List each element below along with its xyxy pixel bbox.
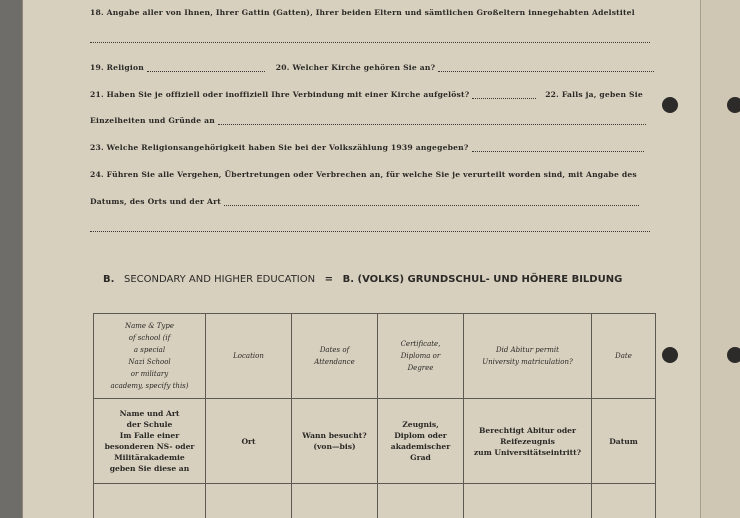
question-24-details: Datums, des Orts und der Art xyxy=(90,197,222,206)
section-separator: = xyxy=(324,274,334,285)
answer-line-23[interactable] xyxy=(472,151,644,152)
punch-hole xyxy=(662,97,678,113)
header-certificate-de: Zeugnis, Diplom oder akademischer Grad xyxy=(378,399,464,484)
punch-hole xyxy=(662,347,678,363)
english-header-row xyxy=(94,314,656,399)
header-school-en: Name & Type of school (if a special Nazi School or military academy, specify this) xyxy=(94,314,206,399)
section-prefix: B. xyxy=(103,274,115,285)
header-date-en: Date xyxy=(592,314,656,399)
question-21-22 xyxy=(90,90,643,99)
background-left xyxy=(0,0,24,518)
header-school-de: Name und Art der Schule Im Falle einer besonderen NS- oder Militärakademie geben Sie diese an xyxy=(94,399,206,484)
table-cell[interactable] xyxy=(592,484,656,518)
header-certificate-en: Certificate, Diploma or Degree xyxy=(378,314,464,399)
section-title-en: SECONDARY AND HIGHER EDUCATION xyxy=(123,274,316,285)
table-cell[interactable] xyxy=(292,484,378,518)
education-table xyxy=(93,313,656,518)
table-row xyxy=(94,484,656,518)
answer-line-24[interactable] xyxy=(224,205,639,206)
answer-line-20[interactable] xyxy=(438,71,654,72)
question-22: 22. Falls ja, geben Sie xyxy=(545,90,643,99)
header-location-en: Location xyxy=(206,314,292,399)
question-22-cont xyxy=(90,116,646,125)
answer-line-22[interactable] xyxy=(218,124,646,125)
next-page-edge xyxy=(700,0,740,518)
table-cell[interactable] xyxy=(378,484,464,518)
header-dates-de: Wann besucht? (von—bis) xyxy=(292,399,378,484)
question-19-20 xyxy=(90,63,654,72)
header-dates-en: Dates of Attendance xyxy=(292,314,378,399)
header-location-de: Ort xyxy=(206,399,292,484)
header-date-de: Datum xyxy=(592,399,656,484)
german-header-row xyxy=(94,399,656,484)
header-abitur-de: Berechtigt Abitur oder Reifezeugnis zum Universitätseintritt? xyxy=(464,399,592,484)
answer-line-18[interactable] xyxy=(90,41,650,43)
header-abitur-en: Did Abitur permit University matriculation? xyxy=(464,314,592,399)
table-cell[interactable] xyxy=(206,484,292,518)
question-24: 24. Führen Sie alle Vergehen, Übertretungen oder Verbrechen an, für welche Sie je verurteilt worden sind, mit Angabe des xyxy=(90,170,637,179)
punch-hole xyxy=(727,97,740,113)
question-23 xyxy=(90,143,644,152)
answer-line-21[interactable] xyxy=(472,98,536,99)
question-20: 20. Welcher Kirche gehören Sie an? xyxy=(275,63,436,72)
answer-line-19[interactable] xyxy=(147,71,265,72)
section-heading xyxy=(103,274,622,285)
answer-line-24b[interactable] xyxy=(90,230,650,232)
question-23-text: 23. Welche Religionsangehörigkeit haben Sie bei der Volkszählung 1939 angegeben? xyxy=(90,143,469,152)
punch-hole xyxy=(727,347,740,363)
table-cell[interactable] xyxy=(94,484,206,518)
question-22-details: Einzelheiten und Gründe an xyxy=(90,116,215,125)
table-cell[interactable] xyxy=(464,484,592,518)
question-19: 19. Religion xyxy=(90,63,144,72)
question-18: 18. Angabe aller von Ihnen, Ihrer Gattin (Gatten), Ihrer beiden Eltern und sämtlichen Großeltern innegehabten Adelstitel xyxy=(90,8,635,17)
section-title-de: B. (VOLKS) GRUNDSCHUL- UND HÖHERE BILDUNG xyxy=(342,274,623,285)
question-21: 21. Haben Sie je offiziell oder inoffiziell Ihre Verbindung mit einer Kirche aufgelöst? xyxy=(90,90,470,99)
question-24-cont xyxy=(90,197,639,206)
